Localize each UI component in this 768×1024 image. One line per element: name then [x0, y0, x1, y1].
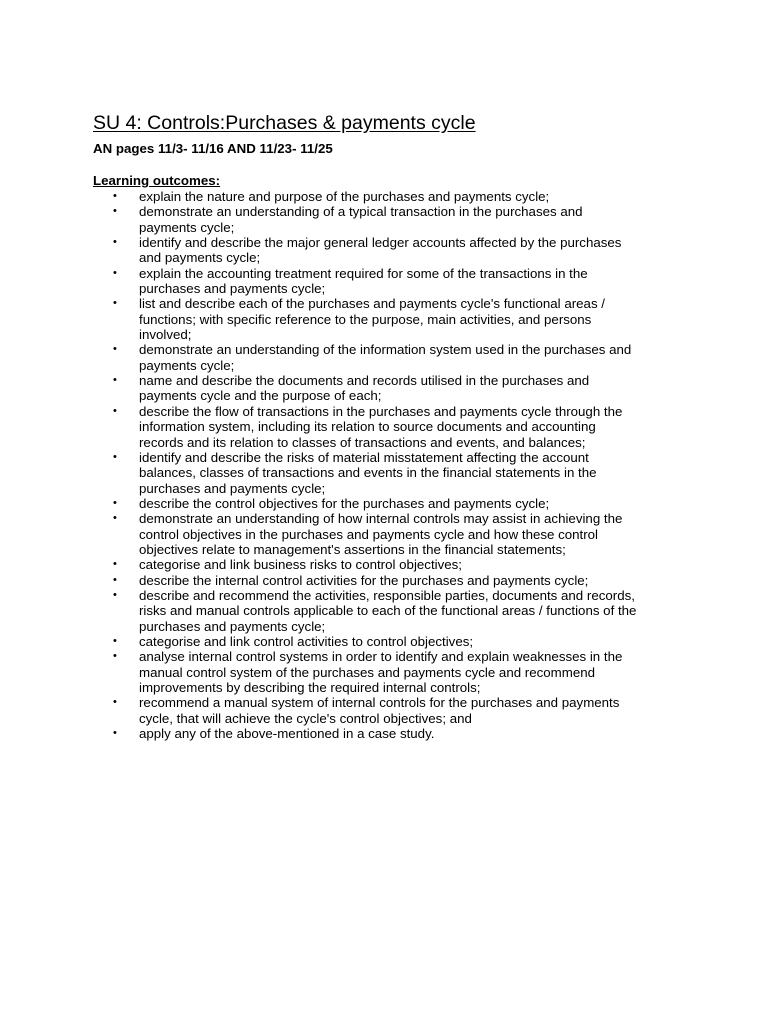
bullet-icon: • — [113, 205, 117, 218]
bullet-icon: • — [113, 297, 117, 310]
learning-outcome-item — [93, 450, 693, 496]
learning-outcome-text: analyse internal control systems in order to identify and explain weaknesses in the — [139, 649, 623, 665]
bullet-icon: • — [113, 404, 117, 417]
learning-outcome-text: balances, classes of transactions and events in the financial statements in the — [139, 465, 597, 481]
learning-outcome-text: apply any of the above-mentioned in a case study. — [139, 726, 435, 742]
learning-outcome-text: records and its relation to classes of transactions and events, and balances; — [139, 434, 586, 450]
learning-outcomes-list — [93, 189, 693, 741]
learning-outcome-text: risks and manual controls applicable to each of the functional areas / functions of the — [139, 603, 637, 619]
learning-outcome-item — [93, 204, 693, 235]
learning-outcome-item — [93, 496, 693, 511]
bullet-icon: • — [113, 496, 117, 509]
learning-outcome-text: demonstrate an understanding of a typical transaction in the purchases and — [139, 204, 583, 220]
learning-outcome-item — [93, 557, 693, 572]
learning-outcome-text: purchases and payments cycle; — [139, 281, 326, 297]
learning-outcome-item — [93, 726, 693, 741]
bullet-icon: • — [113, 650, 117, 663]
learning-outcome-text: name and describe the documents and records utilised in the purchases and — [139, 373, 590, 389]
learning-outcome-text: cycle, that will achieve the cycle's control objectives; and — [139, 710, 472, 726]
learning-outcome-item — [93, 296, 693, 342]
bullet-icon: • — [113, 266, 117, 279]
learning-outcome-item — [93, 511, 693, 557]
bullet-icon: • — [113, 634, 117, 647]
bullet-icon: • — [113, 450, 117, 463]
learning-outcome-item — [93, 373, 693, 404]
bullet-icon: • — [113, 588, 117, 601]
learning-outcome-text: describe the internal control activities for the purchases and payments cycle; — [139, 572, 589, 588]
bullet-icon: • — [113, 696, 117, 709]
page-title: SU 4: Controls:Purchases & payments cycle — [93, 112, 476, 134]
bullet-icon: • — [113, 727, 117, 740]
learning-outcome-text: categorise and link business risks to control objectives; — [139, 557, 462, 573]
bullet-icon: • — [113, 512, 117, 525]
learning-outcome-text: payments cycle and the purpose of each; — [139, 388, 382, 404]
page-subtitle: AN pages 11/3- 11/16 AND 11/23- 11/25 — [93, 141, 333, 156]
learning-outcome-text: describe the flow of transactions in the purchases and payments cycle through the — [139, 403, 623, 419]
learning-outcome-text: improvements by describing the required internal controls; — [139, 680, 481, 695]
learning-outcome-text: payments cycle; — [139, 219, 235, 235]
learning-outcome-text: demonstrate an understanding of the information system used in the purchases and — [139, 342, 632, 358]
learning-outcome-item — [93, 235, 693, 266]
learning-outcome-text: purchases and payments cycle; — [139, 480, 326, 496]
learning-outcome-text: describe the control objectives for the purchases and payments cycle; — [139, 495, 550, 511]
bullet-icon: • — [113, 573, 117, 586]
learning-outcome-item — [93, 695, 693, 726]
learning-outcome-item — [93, 404, 693, 450]
learning-outcome-text: and payments cycle; — [139, 250, 261, 266]
learning-outcome-text: control objectives in the purchases and payments cycle and how these control — [139, 526, 599, 542]
learning-outcome-item — [93, 588, 693, 634]
learning-outcome-item — [93, 573, 693, 588]
learning-outcome-text: information system, including its relation to source documents and accounting — [139, 419, 596, 435]
learning-outcomes-heading: Learning outcomes: — [93, 173, 221, 188]
learning-outcome-text: identify and describe the risks of material misstatement affecting the account — [139, 449, 589, 465]
bullet-icon: • — [113, 558, 117, 571]
learning-outcome-text: purchases and payments cycle; — [139, 618, 326, 634]
learning-outcome-text: explain the nature and purpose of the purchases and payments cycle; — [139, 189, 550, 204]
learning-outcome-text: demonstrate an understanding of how internal controls may assist in achieving the — [139, 511, 623, 527]
learning-outcome-item — [93, 189, 693, 204]
learning-outcome-text: list and describe each of the purchases and payments cycle's functional areas / — [139, 296, 605, 312]
bullet-icon: • — [113, 374, 117, 387]
learning-outcome-text: payments cycle; — [139, 357, 235, 373]
learning-outcome-item — [93, 342, 693, 373]
learning-outcome-text: involved; — [139, 327, 192, 343]
bullet-icon: • — [113, 236, 117, 249]
learning-outcome-text: explain the accounting treatment required for some of the transactions in the — [139, 265, 588, 281]
bullet-icon: • — [113, 190, 117, 202]
learning-outcome-text: identify and describe the major general ledger accounts affected by the purchases — [139, 235, 622, 251]
bullet-icon: • — [113, 343, 117, 356]
learning-outcome-item — [93, 266, 693, 297]
learning-outcome-text: functions; with specific reference to the purpose, main activities, and persons — [139, 311, 592, 327]
learning-outcome-text: categorise and link control activities to control objectives; — [139, 633, 474, 649]
learning-outcome-item — [93, 649, 693, 695]
learning-outcome-text: recommend a manual system of internal controls for the purchases and payments — [139, 695, 620, 711]
learning-outcome-text: describe and recommend the activities, responsible parties, documents and records, — [139, 587, 635, 603]
learning-outcome-item — [93, 634, 693, 649]
learning-outcome-text: objectives relate to management's assertions in the financial statements; — [139, 541, 566, 557]
learning-outcome-text: manual control system of the purchases and payments cycle and recommend — [139, 664, 596, 680]
